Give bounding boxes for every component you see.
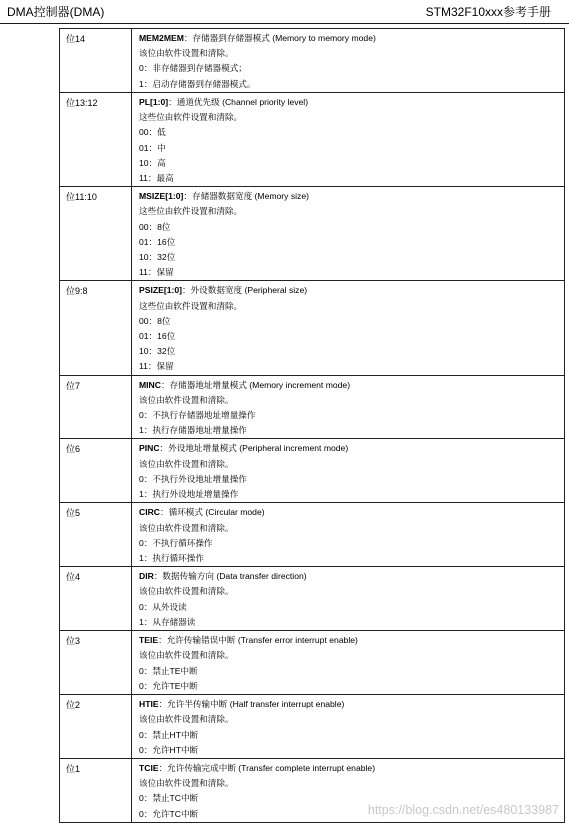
register-row [60, 439, 565, 503]
field-detail-line: 01：16位 [139, 331, 176, 342]
field-detail-line: 0：允许HT中断 [139, 744, 199, 755]
bit-position: 位5 [60, 503, 132, 567]
field-heading [139, 761, 564, 776]
bit-position: 位4 [60, 567, 132, 631]
field-detail-line: 01：中 [139, 142, 166, 153]
field-detail-line: 0：禁止HT中断 [139, 729, 199, 740]
field-title: ：循环模式 (Circular mode) [160, 507, 265, 518]
bit-description [132, 375, 565, 439]
field-heading [139, 378, 564, 393]
field-detail-line: 该位由软件设置和清除。 [139, 650, 234, 661]
field-heading [139, 505, 564, 520]
bit-description [132, 187, 565, 281]
register-row [60, 93, 565, 187]
field-name: PINC [139, 443, 160, 454]
field-detail-line: 10：32位 [139, 252, 176, 263]
field-detail-line: 0：不执行循环操作 [139, 537, 213, 548]
field-heading [139, 569, 564, 584]
bit-position: 位2 [60, 695, 132, 759]
field-detail-line: 0：不执行存储器地址增量操作 [139, 410, 256, 421]
bit-description [132, 29, 565, 93]
field-detail-line: 1：启动存储器到存储器模式。 [139, 78, 256, 89]
register-row [60, 503, 565, 567]
field-heading [139, 189, 564, 204]
register-row [60, 375, 565, 439]
register-row [60, 187, 565, 281]
field-detail-line: 0：非存储器到存储器模式； [139, 63, 247, 74]
bit-description [132, 631, 565, 695]
field-detail-line: 0：从外设读 [139, 601, 187, 612]
bit-position: 位11:10 [60, 187, 132, 281]
field-heading [139, 95, 564, 110]
field-name: MEM2MEM [139, 33, 184, 43]
field-name: DIR [139, 571, 154, 582]
field-detail-line: 0：禁止TC中断 [139, 793, 199, 804]
field-name: CIRC [139, 507, 161, 518]
field-title: ：外设地址增量模式 (Peripheral increment mode) [159, 443, 349, 454]
bit-description [132, 567, 565, 631]
register-row [60, 631, 565, 695]
field-detail-line: 该位由软件设置和清除。 [139, 586, 234, 597]
register-bit-table [59, 28, 565, 823]
field-name: HTIE [139, 699, 159, 710]
field-name: PSIZE[1:0] [139, 285, 182, 296]
field-name: MINC [139, 379, 161, 390]
field-title: ：存储器地址增量模式 (Memory increment mode) [160, 379, 351, 390]
field-title: ：允许半传输中断 (Half transfer interrupt enable) [158, 699, 345, 710]
field-name: PL[1:0] [139, 97, 169, 107]
field-detail-line: 11：保留 [139, 267, 174, 278]
field-title: ：存储器到存储器模式 (Memory to memory mode) [183, 33, 376, 43]
field-detail-line: 这些位由软件设置和清除。 [139, 300, 243, 311]
field-detail-line: 1：执行外设地址增量操作 [139, 489, 239, 500]
field-detail-line: 01：16位 [139, 236, 176, 247]
bit-description [132, 439, 565, 503]
field-detail-line: 该位由软件设置和清除。 [139, 714, 234, 725]
field-detail-line: 10：32位 [139, 346, 176, 357]
field-detail-line: 0：允许TE中断 [139, 680, 198, 691]
header-manual-title: STM32F10xxx参考手册 [425, 5, 551, 19]
field-detail-line: 该位由软件设置和清除。 [139, 458, 234, 469]
field-name: TEIE [139, 635, 159, 646]
field-title: ：外设数据宽度 (Peripheral size) [181, 285, 308, 296]
field-detail-line: 00：低 [139, 127, 166, 138]
field-detail-line: 该位由软件设置和清除。 [139, 522, 234, 533]
field-name: MSIZE[1:0] [139, 191, 184, 202]
bit-description [132, 695, 565, 759]
header-rule [0, 23, 569, 24]
bit-description [132, 281, 565, 375]
watermark-url: https://blog.csdn.net/es480133987 [367, 803, 559, 817]
field-title: ：通道优先级 (Channel priority level) [168, 97, 309, 107]
field-detail-line: 这些位由软件设置和清除。 [139, 206, 243, 217]
field-title: ：允许传输完成中断 (Transfer complete interrupt enable) [158, 762, 376, 773]
field-detail-line: 0：禁止TE中断 [139, 665, 198, 676]
field-title: ：允许传输错误中断 (Transfer error interrupt enable) [158, 635, 358, 646]
register-row [60, 567, 565, 631]
field-detail-line: 00：8位 [139, 221, 171, 232]
field-detail-line: 0：不执行外设地址增量操作 [139, 473, 247, 484]
field-name: TCIE [139, 762, 159, 773]
field-detail-line: 该位由软件设置和清除。 [139, 778, 234, 789]
field-detail-line: 11：保留 [139, 361, 174, 372]
header-chapter-title: DMA控制器(DMA) [7, 5, 105, 19]
field-detail-line: 0：允许TC中断 [139, 808, 199, 819]
field-detail-line: 10：高 [139, 157, 166, 168]
field-title: ：数据传输方向 (Data transfer direction) [153, 571, 307, 582]
field-heading [139, 441, 564, 456]
field-detail-line: 11：最高 [139, 173, 174, 184]
bit-position: 位3 [60, 631, 132, 695]
bit-description [132, 93, 565, 187]
field-detail-line: 这些位由软件设置和清除。 [139, 112, 243, 123]
field-detail-line: 1：执行循环操作 [139, 553, 204, 564]
field-heading [139, 283, 564, 298]
bit-position: 位14 [60, 29, 132, 93]
field-detail-line: 该位由软件设置和清除。 [139, 394, 234, 405]
field-title: ：存储器数据宽度 (Memory size) [183, 191, 309, 202]
bit-position: 位7 [60, 375, 132, 439]
bit-description [132, 503, 565, 567]
bit-position: 位9:8 [60, 281, 132, 375]
bit-position: 位1 [60, 758, 132, 822]
field-detail-line: 该位由软件设置和清除。 [139, 48, 234, 59]
field-detail-line: 1：从存储器读 [139, 616, 196, 627]
field-detail-line: 1：执行存储器地址增量操作 [139, 425, 247, 436]
register-row [60, 695, 565, 759]
register-row [60, 281, 565, 375]
field-detail-line: 00：8位 [139, 315, 171, 326]
field-heading [139, 31, 564, 46]
field-heading [139, 697, 564, 712]
field-heading [139, 633, 564, 648]
bit-position: 位6 [60, 439, 132, 503]
bit-position: 位13:12 [60, 93, 132, 187]
register-row [60, 29, 565, 93]
